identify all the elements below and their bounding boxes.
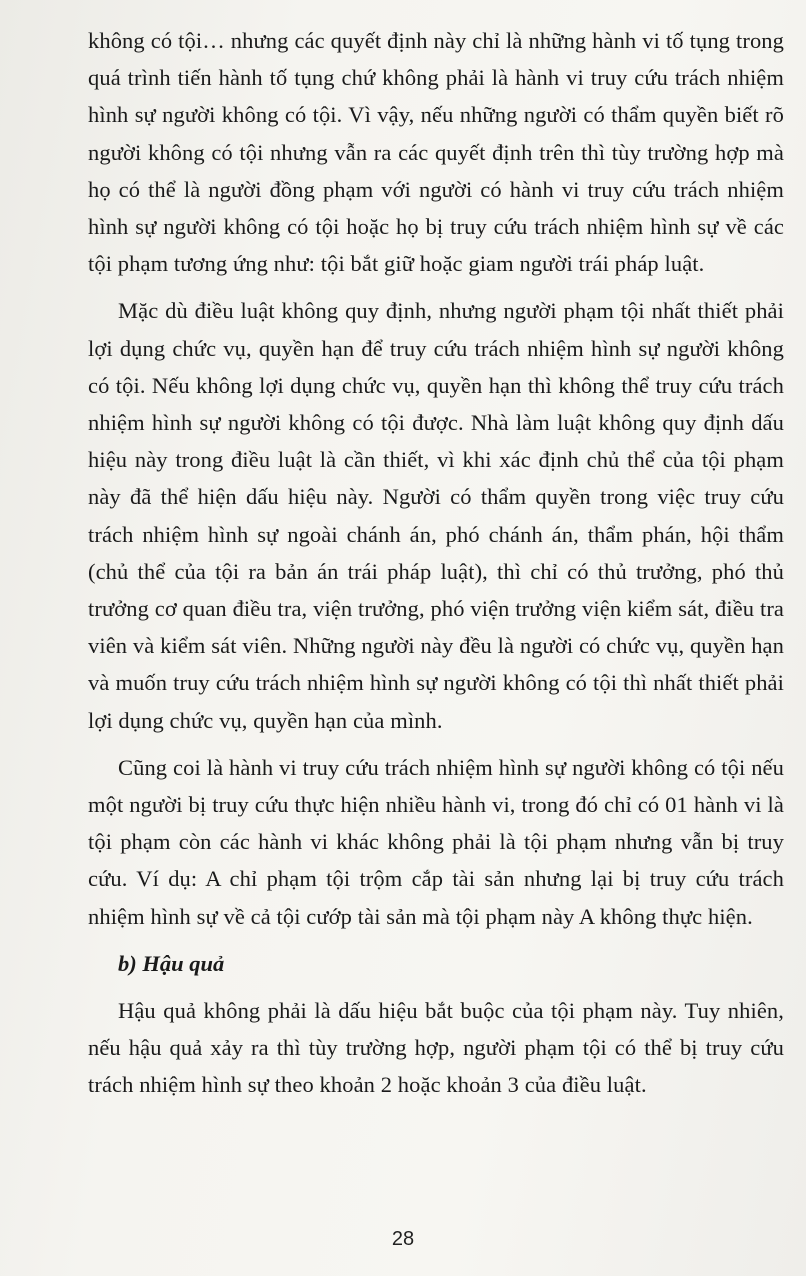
paragraph-multiple-acts: Cũng coi là hành vi truy cứu trách nhiệm hình sự người không có tội nếu một người bị truy cứu thực hiện nhiều hành vi, trong đó chỉ có 01 hành vi là tội phạm còn các hành vi khác không phải là tội phạm nhưng vẫn bị truy cứu. Ví dụ: A chỉ phạm tội trộm cắp tài sản nhưng lại bị truy cứu trách nhiệm hình sự về cả tội cướp tài sản mà tội phạm này A không thực hiện. bbox=[88, 754, 784, 929]
section-heading: b) Hậu quả bbox=[118, 950, 225, 976]
paragraph-abuse-of-position: Mặc dù điều luật không quy định, nhưng người phạm tội nhất thiết phải lợi dụng chức vụ, quyền hạn để truy cứu trách nhiệm hình sự người không có tội. Nếu không lợi dụng chức vụ, quyền hạn thì không thể truy cứu trách nhiệm hình sự người không có tội được. Nhà làm luật không quy định dấu hiệu này trong điều luật là cần thiết, vì khi xác định chủ thể của tội phạm này đã thể hiện dấu hiệu này. Người có thẩm quyền trong việc truy cứu trách nhiệm hình sự ngoài chánh án, phó chánh án, thẩm phán, hội thẩm (chủ thể của tội ra bản án trái pháp luật), thì chỉ có thủ trưởng, phó thủ trưởng cơ quan điều tra, viện trưởng, phó viện trưởng viện kiểm sát, điều tra viên và kiểm sát viên. Những người này đều là người có chức vụ, quyền hạn và muốn truy cứu trách nhiệm hình sự người không có tội thì nhất thiết phải lợi dụng chức vụ, quyền hạn của mình. bbox=[88, 298, 784, 733]
page-number: 28 bbox=[391, 1228, 415, 1250]
paragraph-consequences: Hậu quả không phải là dấu hiệu bắt buộc của tội phạm này. Tuy nhiên, nếu hậu quả xảy ra thì tùy trường hợp, người phạm tội có thể bị truy cứu trách nhiệm hình sự theo khoản 2 hoặc khoản 3 của điều luật. bbox=[88, 998, 784, 1098]
paragraph-continued: không có tội… nhưng các quyết định này chỉ là những hành vi tố tụng trong quá trình tiến hành tố tụng chứ không phải là hành vi truy cứu trách nhiệm hình sự người không có tội. Vì vậy, nếu những người có thẩm quyền biết rõ người không có tội nhưng vẫn ra các quyết định trên thì tùy trường hợp mà họ có thể là người đồng phạm với người có hành vi truy cứu trách nhiệm hình sự người không có tội hoặc họ bị truy cứu trách nhiệm hình sự về các tội phạm tương ứng như: tội bắt giữ hoặc giam người trái pháp luật. bbox=[88, 28, 784, 277]
page-body bbox=[88, 22, 784, 1104]
